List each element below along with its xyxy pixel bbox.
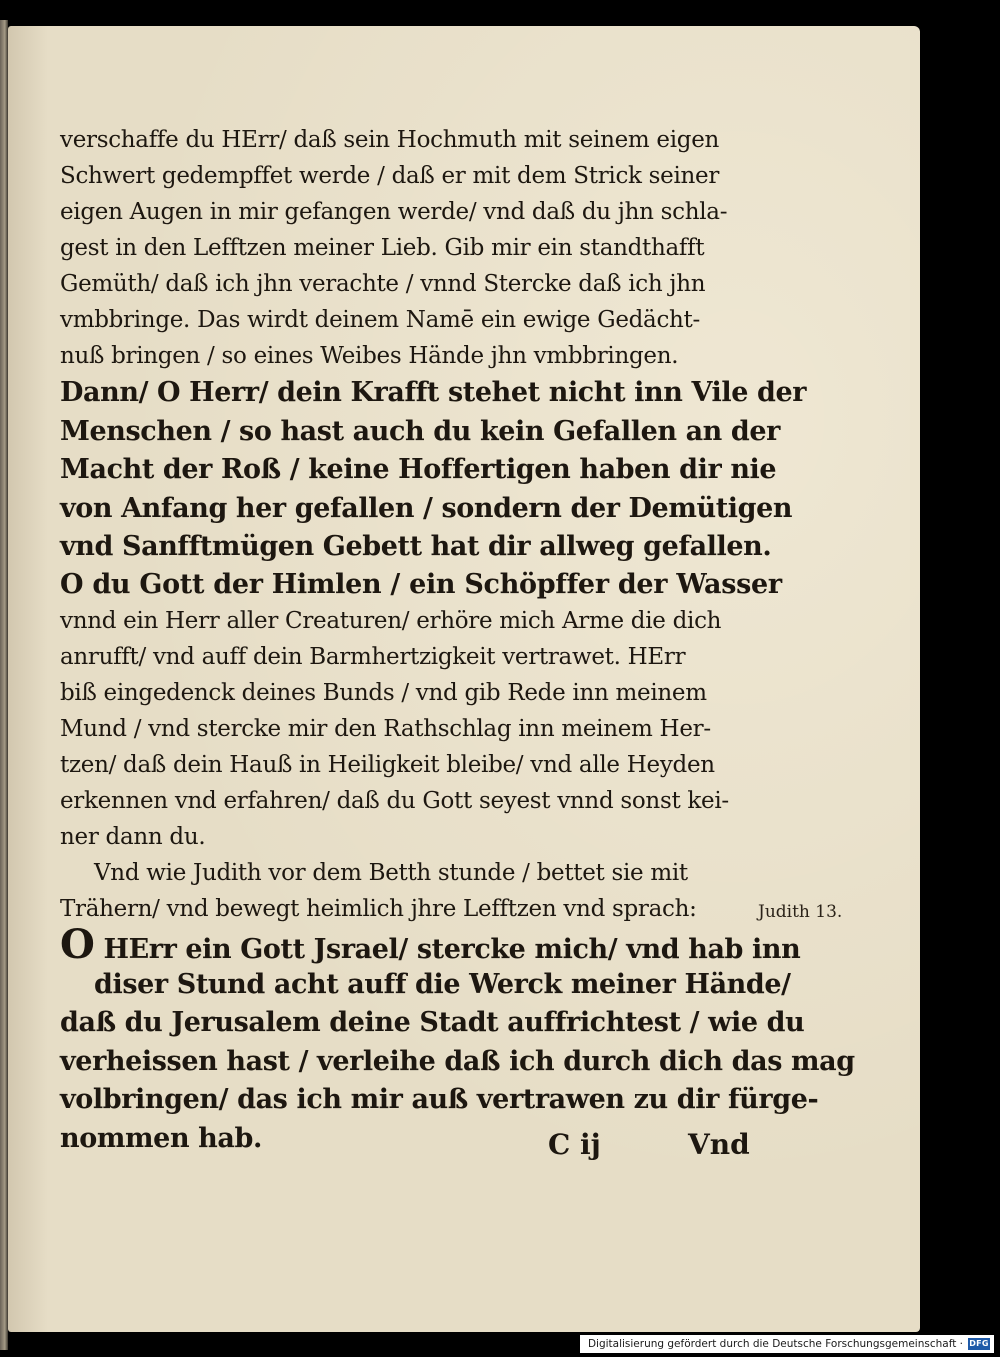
text-block-top bbox=[60, 122, 760, 374]
text-line: gest in den Lefftzen meiner Lieb. Gib mir ein standthafft bbox=[60, 235, 705, 261]
text-line: verschaffe du HErr/ daß sein Hochmuth mit seinem eigen bbox=[60, 127, 720, 153]
text-line: nuß bringen / so eines Weibes Hände jhn vmbbringen. bbox=[60, 343, 679, 369]
credit-text: Digitalisierung gefördert durch die Deutsche Forschungsgemeinschaft · bbox=[587, 1338, 963, 1350]
text-line-large: volbringen/ das ich mir auß vertrawen zu dir fürge- bbox=[60, 1084, 819, 1116]
text-line: O du Gott der Himlen / ein Schöpffer der Wasser bbox=[60, 568, 782, 600]
text-line: vnnd ein Herr aller Creaturen/ erhöre mich Arme die dich bbox=[60, 607, 722, 634]
digitization-credit bbox=[580, 1335, 994, 1353]
text-line-large: vnd Sanfftmügen Gebett hat dir allweg gefallen. bbox=[60, 531, 772, 563]
prayer-first-line bbox=[60, 920, 801, 968]
text-line-large: HErr ein Gott Jsrael/ stercke mich/ vnd hab inn bbox=[94, 933, 801, 965]
initial-letter: O bbox=[60, 920, 95, 968]
text-line: biß eingedenck deines Bunds / vnd gib Rede inn meinem bbox=[60, 679, 707, 706]
text-line-large: Macht der Roß / keine Hoffertigen haben dir nie bbox=[60, 454, 777, 486]
text-line-large: daß du Jerusalem deine Stadt auffrichtest / wie du bbox=[60, 1007, 805, 1039]
catchword: Vnd bbox=[688, 1128, 750, 1161]
text-line: Mund / vnd stercke mir den Rathschlag inn meinem Her- bbox=[60, 715, 711, 742]
text-line: vmbbringe. Das wirdt deinem Namē ein ewige Gedächt- bbox=[60, 307, 700, 333]
dfg-logo-icon[interactable]: DFG bbox=[969, 1339, 989, 1348]
text-line-large: Dann/ O Herr/ dein Krafft stehet nicht inn Vile der bbox=[60, 377, 807, 408]
text-line: Schwert gedempffet werde / daß er mit dem Strick seiner bbox=[60, 163, 720, 189]
text-line: ner dann du. bbox=[60, 823, 206, 850]
text-line-large: Menschen / so hast auch du kein Gefallen an der bbox=[60, 415, 780, 447]
text-line: erkennen vnd erfahren/ daß du Gott seyest vnnd sonst kei- bbox=[60, 787, 729, 814]
text-line: Vnd wie Judith vor dem Betth stunde / bettet sie mit bbox=[94, 859, 688, 886]
text-line: Gemüth/ daß ich jhn verachte / vnnd Stercke daß ich jhn bbox=[60, 271, 706, 297]
book-page bbox=[8, 26, 920, 1332]
text-block-mid bbox=[60, 567, 782, 855]
page-edge bbox=[0, 20, 8, 1350]
text-line-large: von Anfang her gefallen / sondern der Demütigen bbox=[60, 492, 793, 524]
text-block-prayer bbox=[60, 920, 855, 1159]
text-line-large: diser Stund acht auff die Werck meiner Hände/ bbox=[94, 968, 791, 1000]
text-block-paragraph bbox=[60, 855, 760, 927]
text-line: tzen/ daß dein Hauß in Heiligkeit bleibe/ vnd alle Heyden bbox=[60, 751, 715, 778]
text-block-large bbox=[60, 374, 807, 567]
text-line-large: verheissen hast / verleihe daß ich durch dich das mag bbox=[60, 1045, 855, 1077]
signature-mark: C ij bbox=[548, 1128, 601, 1161]
text-line-large: nommen hab. bbox=[60, 1122, 262, 1154]
marginal-note: Judith 13. bbox=[758, 902, 843, 922]
text-line: Trähern/ vnd bewegt heimlich jhre Lefftzen vnd sprach: bbox=[60, 895, 697, 922]
text-line: eigen Augen in mir gefangen werde/ vnd daß du jhn schla- bbox=[60, 199, 728, 225]
text-line: anrufft/ vnd auff dein Barmhertzigkeit vertrawet. HErr bbox=[60, 643, 686, 670]
